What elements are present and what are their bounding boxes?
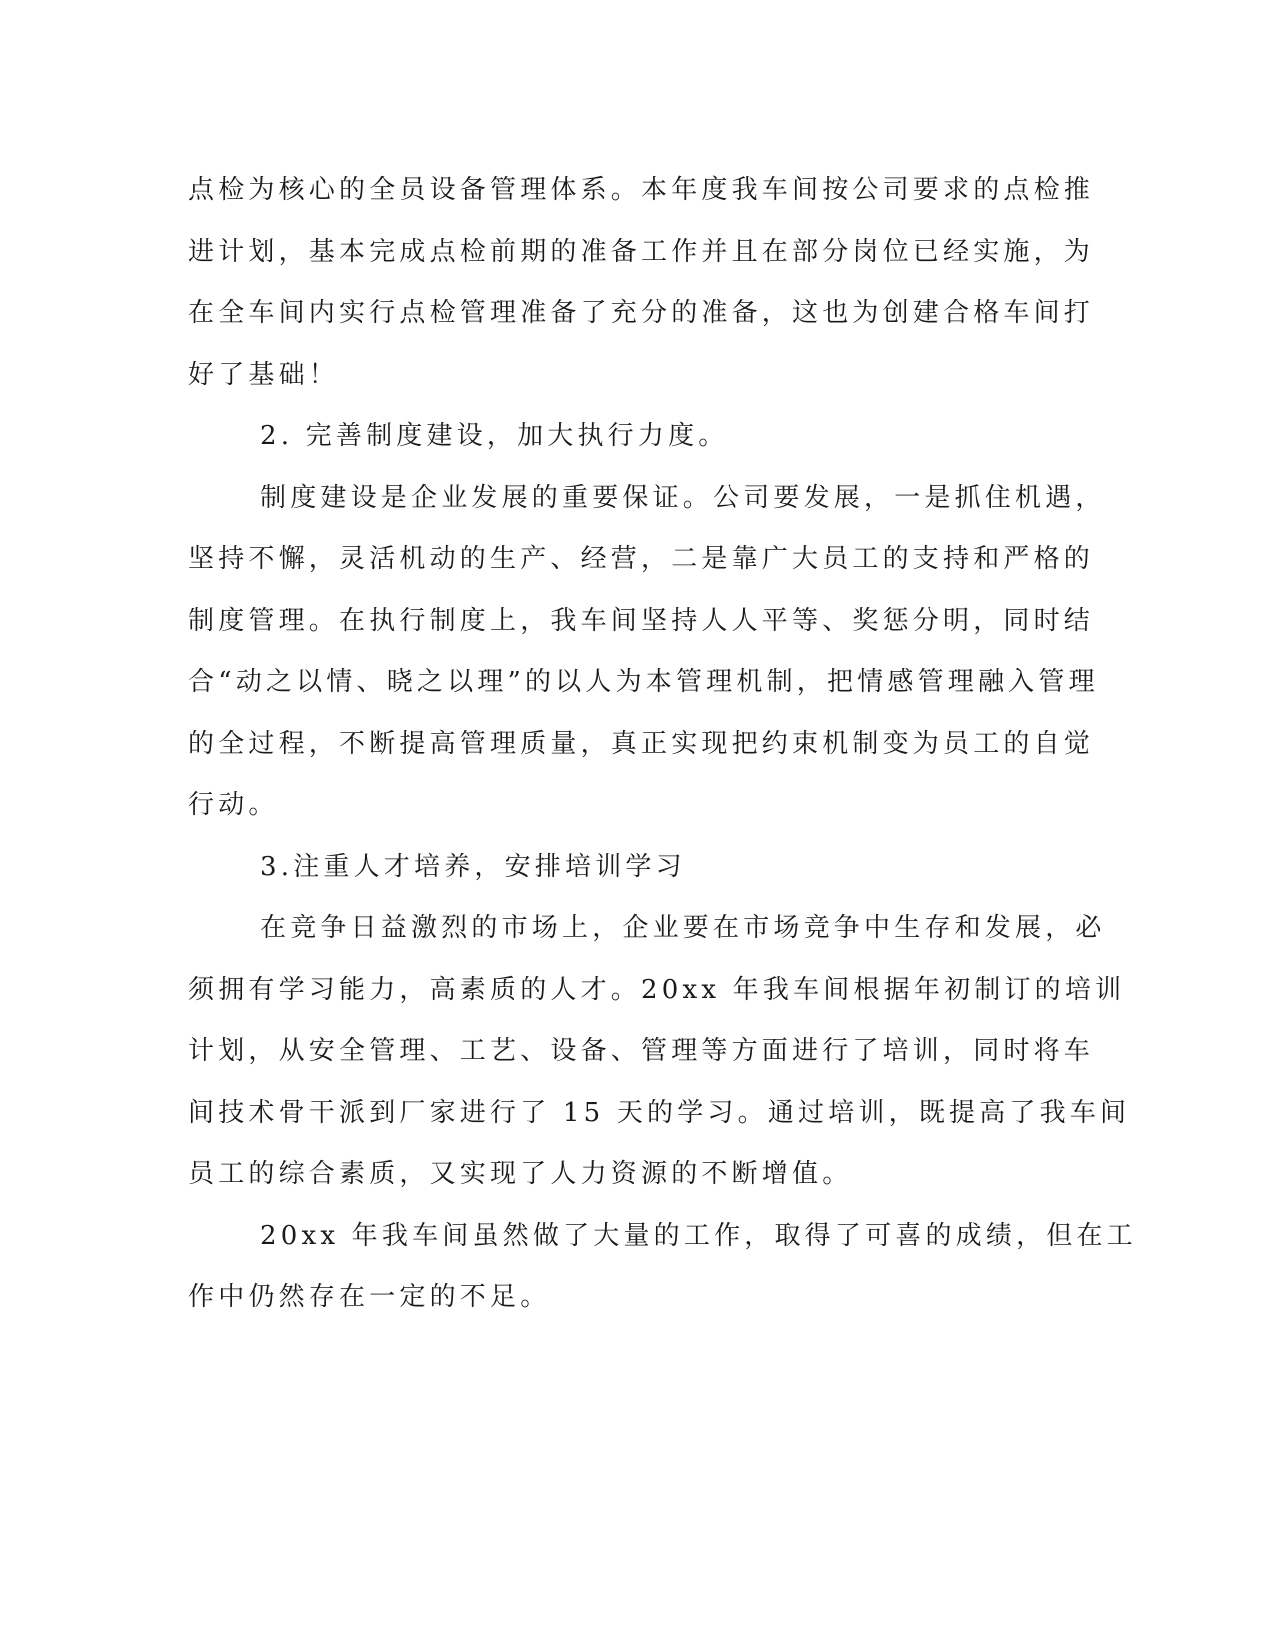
text-line: 员工的综合素质，又实现了人力资源的不断增值。 — [188, 1159, 853, 1189]
paragraph-talent-training — [188, 898, 1131, 1206]
heading-text: 3.注重人才培养，安排培训学习 — [260, 851, 686, 882]
text-line: 在全车间内实行点检管理准备了充分的准备，这也为创建合格车间打 — [188, 298, 1095, 328]
text-line: 在竞争日益激烈的市场上，企业要在市场竞争中生存和发展，必 — [260, 913, 1106, 943]
text-line: 行动。 — [188, 790, 279, 820]
text-line: 的全过程，不断提高管理质量，真正实现把约束机制变为员工的自觉 — [188, 728, 1095, 759]
heading-text: 2. 完善制度建设，加大执行力度。 — [260, 421, 729, 451]
text-line: 间技术骨干派到厂家进行了 15 天的学习。通过培训，既提高了我车间 — [188, 1097, 1131, 1128]
text-line: 须拥有学习能力，高素质的人才。20xx 年我车间根据年初制订的培训 — [188, 974, 1126, 1005]
text-line: 制度建设是企业发展的重要保证。公司要发展，一是抓住机遇， — [260, 482, 1106, 513]
text-line: 制度管理。在执行制度上，我车间坚持人人平等、奖惩分明，同时结 — [188, 605, 1095, 636]
text-line: 计划，从安全管理、工艺、设备、管理等方面进行了培训，同时将车 — [188, 1036, 1095, 1066]
text-line: 合“动之以情、晓之以理”的以人为本管理机制，把情感管理融入管理 — [188, 667, 1099, 697]
paragraph-equipment-inspection — [188, 160, 1095, 406]
text-line: 作中仍然存在一定的不足。 — [188, 1282, 551, 1312]
text-line: 20xx 年我车间虽然做了大量的工作，取得了可喜的成绩，但在工 — [260, 1220, 1137, 1251]
text-line: 进计划，基本完成点检前期的准备工作并且在部分岗位已经实施，为 — [188, 236, 1095, 267]
section-heading-2 — [188, 406, 1088, 468]
text-line: 好了基础！ — [188, 359, 340, 390]
text-line: 点检为核心的全员设备管理体系。本年度我车间按公司要求的点检推 — [188, 175, 1095, 205]
document-body — [188, 160, 1137, 1329]
text-line: 坚持不懈，灵活机动的生产、经营，二是靠广大员工的支持和严格的 — [188, 544, 1095, 574]
paragraph-shortcomings — [188, 1206, 1137, 1329]
section-heading-3 — [188, 837, 1088, 899]
paragraph-system-building — [188, 468, 1106, 837]
